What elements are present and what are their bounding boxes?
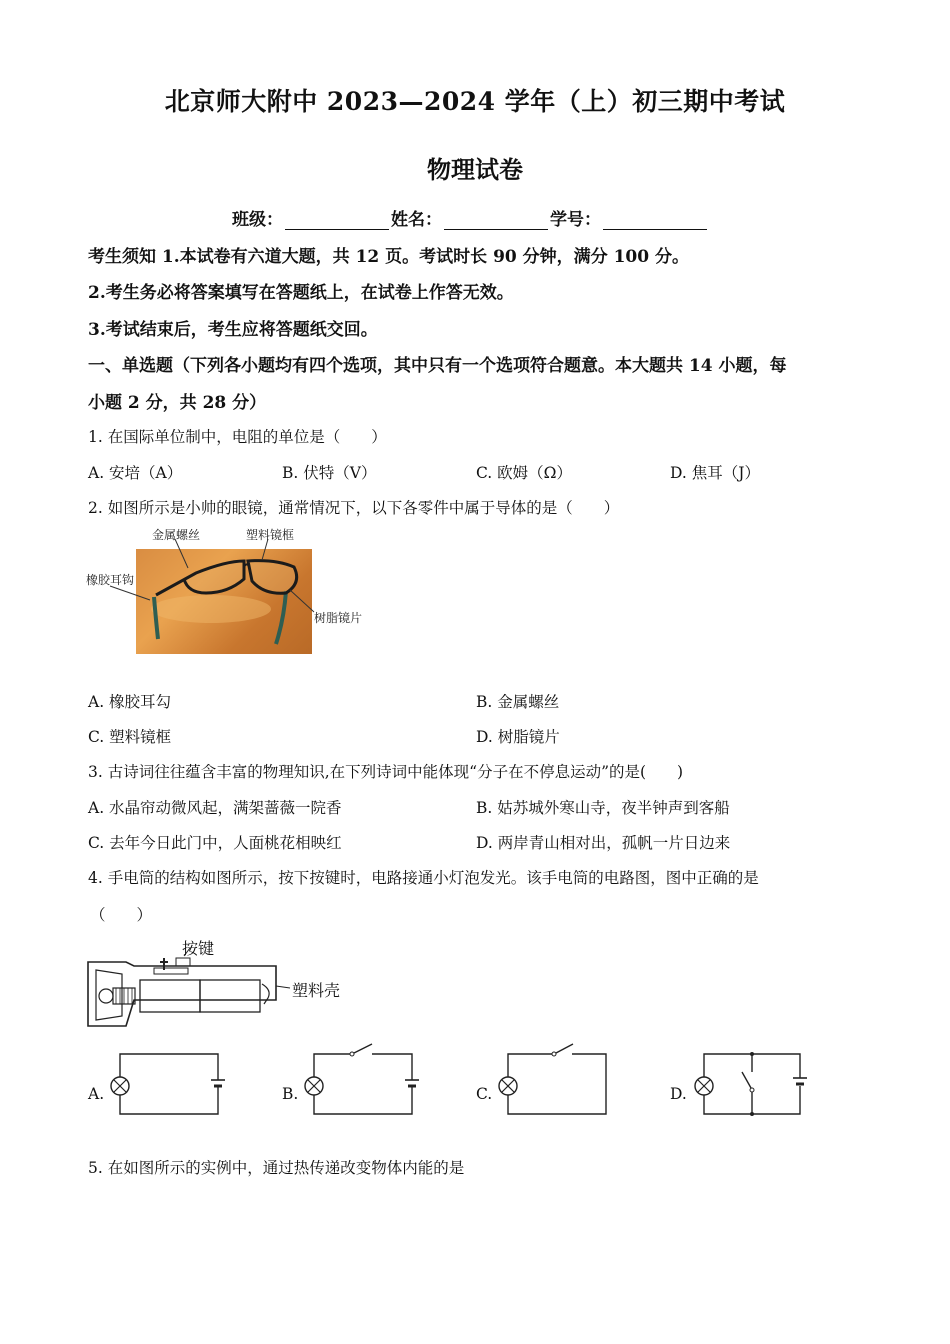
q4-option-d-label: D. (670, 1085, 687, 1103)
section-heading-line-1: 一、单选题（下列各小题均有四个选项，其中只有一个选项符合题意。本大题共 14 小题，每 (88, 356, 787, 376)
label-metal-screw: 金属螺丝 (152, 528, 201, 542)
q2-stem: 2. 如图所示是小帅的眼镜，通常情况下，以下各零件中属于导体的是（ ） (88, 499, 620, 517)
exam-title: 北京师大附中 2023—2024 学年（上）初三期中考试 (164, 87, 786, 116)
q4-option-b-label: B. (282, 1085, 299, 1103)
label-plastic-frame: 塑料镜框 (246, 528, 295, 542)
q1-option-a: A. 安培（A） (88, 464, 183, 482)
label-resin-lens: 树脂镜片 (314, 611, 363, 625)
q4-stem: 4. 手电筒的结构如图所示，按下按键时，电路接通小灯泡发光。该手电筒的电路图，图中正确的是 (88, 869, 759, 887)
q3-option-a: A. 水晶帘动微风起，满架蔷薇一院香 (88, 799, 342, 817)
q3-option-d: D. 两岸青山相对出，孤帆一片日边来 (476, 834, 731, 852)
q5-stem: 5. 在如图所示的实例中，通过热传递改变物体内能的是 (88, 1159, 465, 1177)
notice-line-1: 考生须知 1.本试卷有六道大题，共 12 页。考试时长 90 分钟，满分 100 分。 (88, 247, 689, 267)
notice-line-3: 3.考试结束后，考生应将答题纸交回。 (88, 320, 378, 340)
q3-stem: 3. 古诗词往往蕴含丰富的物理知识,在下列诗词中能体现“分子在不停息运动”的是( ) (88, 763, 684, 781)
exam-subtitle: 物理试卷 (427, 155, 523, 184)
q4-option-c-label: C. (476, 1085, 493, 1103)
class-label: 班级： (232, 210, 283, 230)
section-heading-line-2: 小题 2 分，共 28 分） (88, 393, 267, 413)
q1-option-d: D. 焦耳（J） (670, 464, 760, 482)
q2-option-a: A. 橡胶耳勾 (88, 693, 172, 711)
label-plastic-shell: 塑料壳 (292, 981, 341, 1000)
q2-option-b: B. 金属螺丝 (476, 693, 560, 711)
q1-option-c: C. 欧姆（Ω） (476, 464, 573, 482)
q2-option-d: D. 树脂镜片 (476, 728, 560, 746)
switch-icon (750, 1088, 754, 1092)
q4-option-a-label: A. (88, 1085, 105, 1103)
label-button: 按键 (182, 939, 215, 958)
q1-stem: 1. 在国际单位制中，电阻的单位是（ ） (88, 428, 387, 446)
q3-option-b: B. 姑苏城外寒山寺，夜半钟声到客船 (476, 799, 730, 817)
id-label: 学号： (550, 210, 601, 230)
notice-line-2: 2.考生务必将答案填写在答题纸上，在试卷上作答无效。 (88, 283, 514, 303)
q1-option-b: B. 伏特（V） (282, 464, 377, 482)
name-label: 姓名： (391, 210, 442, 230)
label-rubber-hook: 橡胶耳钩 (86, 573, 135, 587)
q2-option-c: C. 塑料镜框 (88, 728, 172, 746)
q3-option-c: C. 去年今日此门中，人面桃花相映红 (88, 834, 342, 852)
q4-stem-tail: （ ） (90, 906, 153, 924)
